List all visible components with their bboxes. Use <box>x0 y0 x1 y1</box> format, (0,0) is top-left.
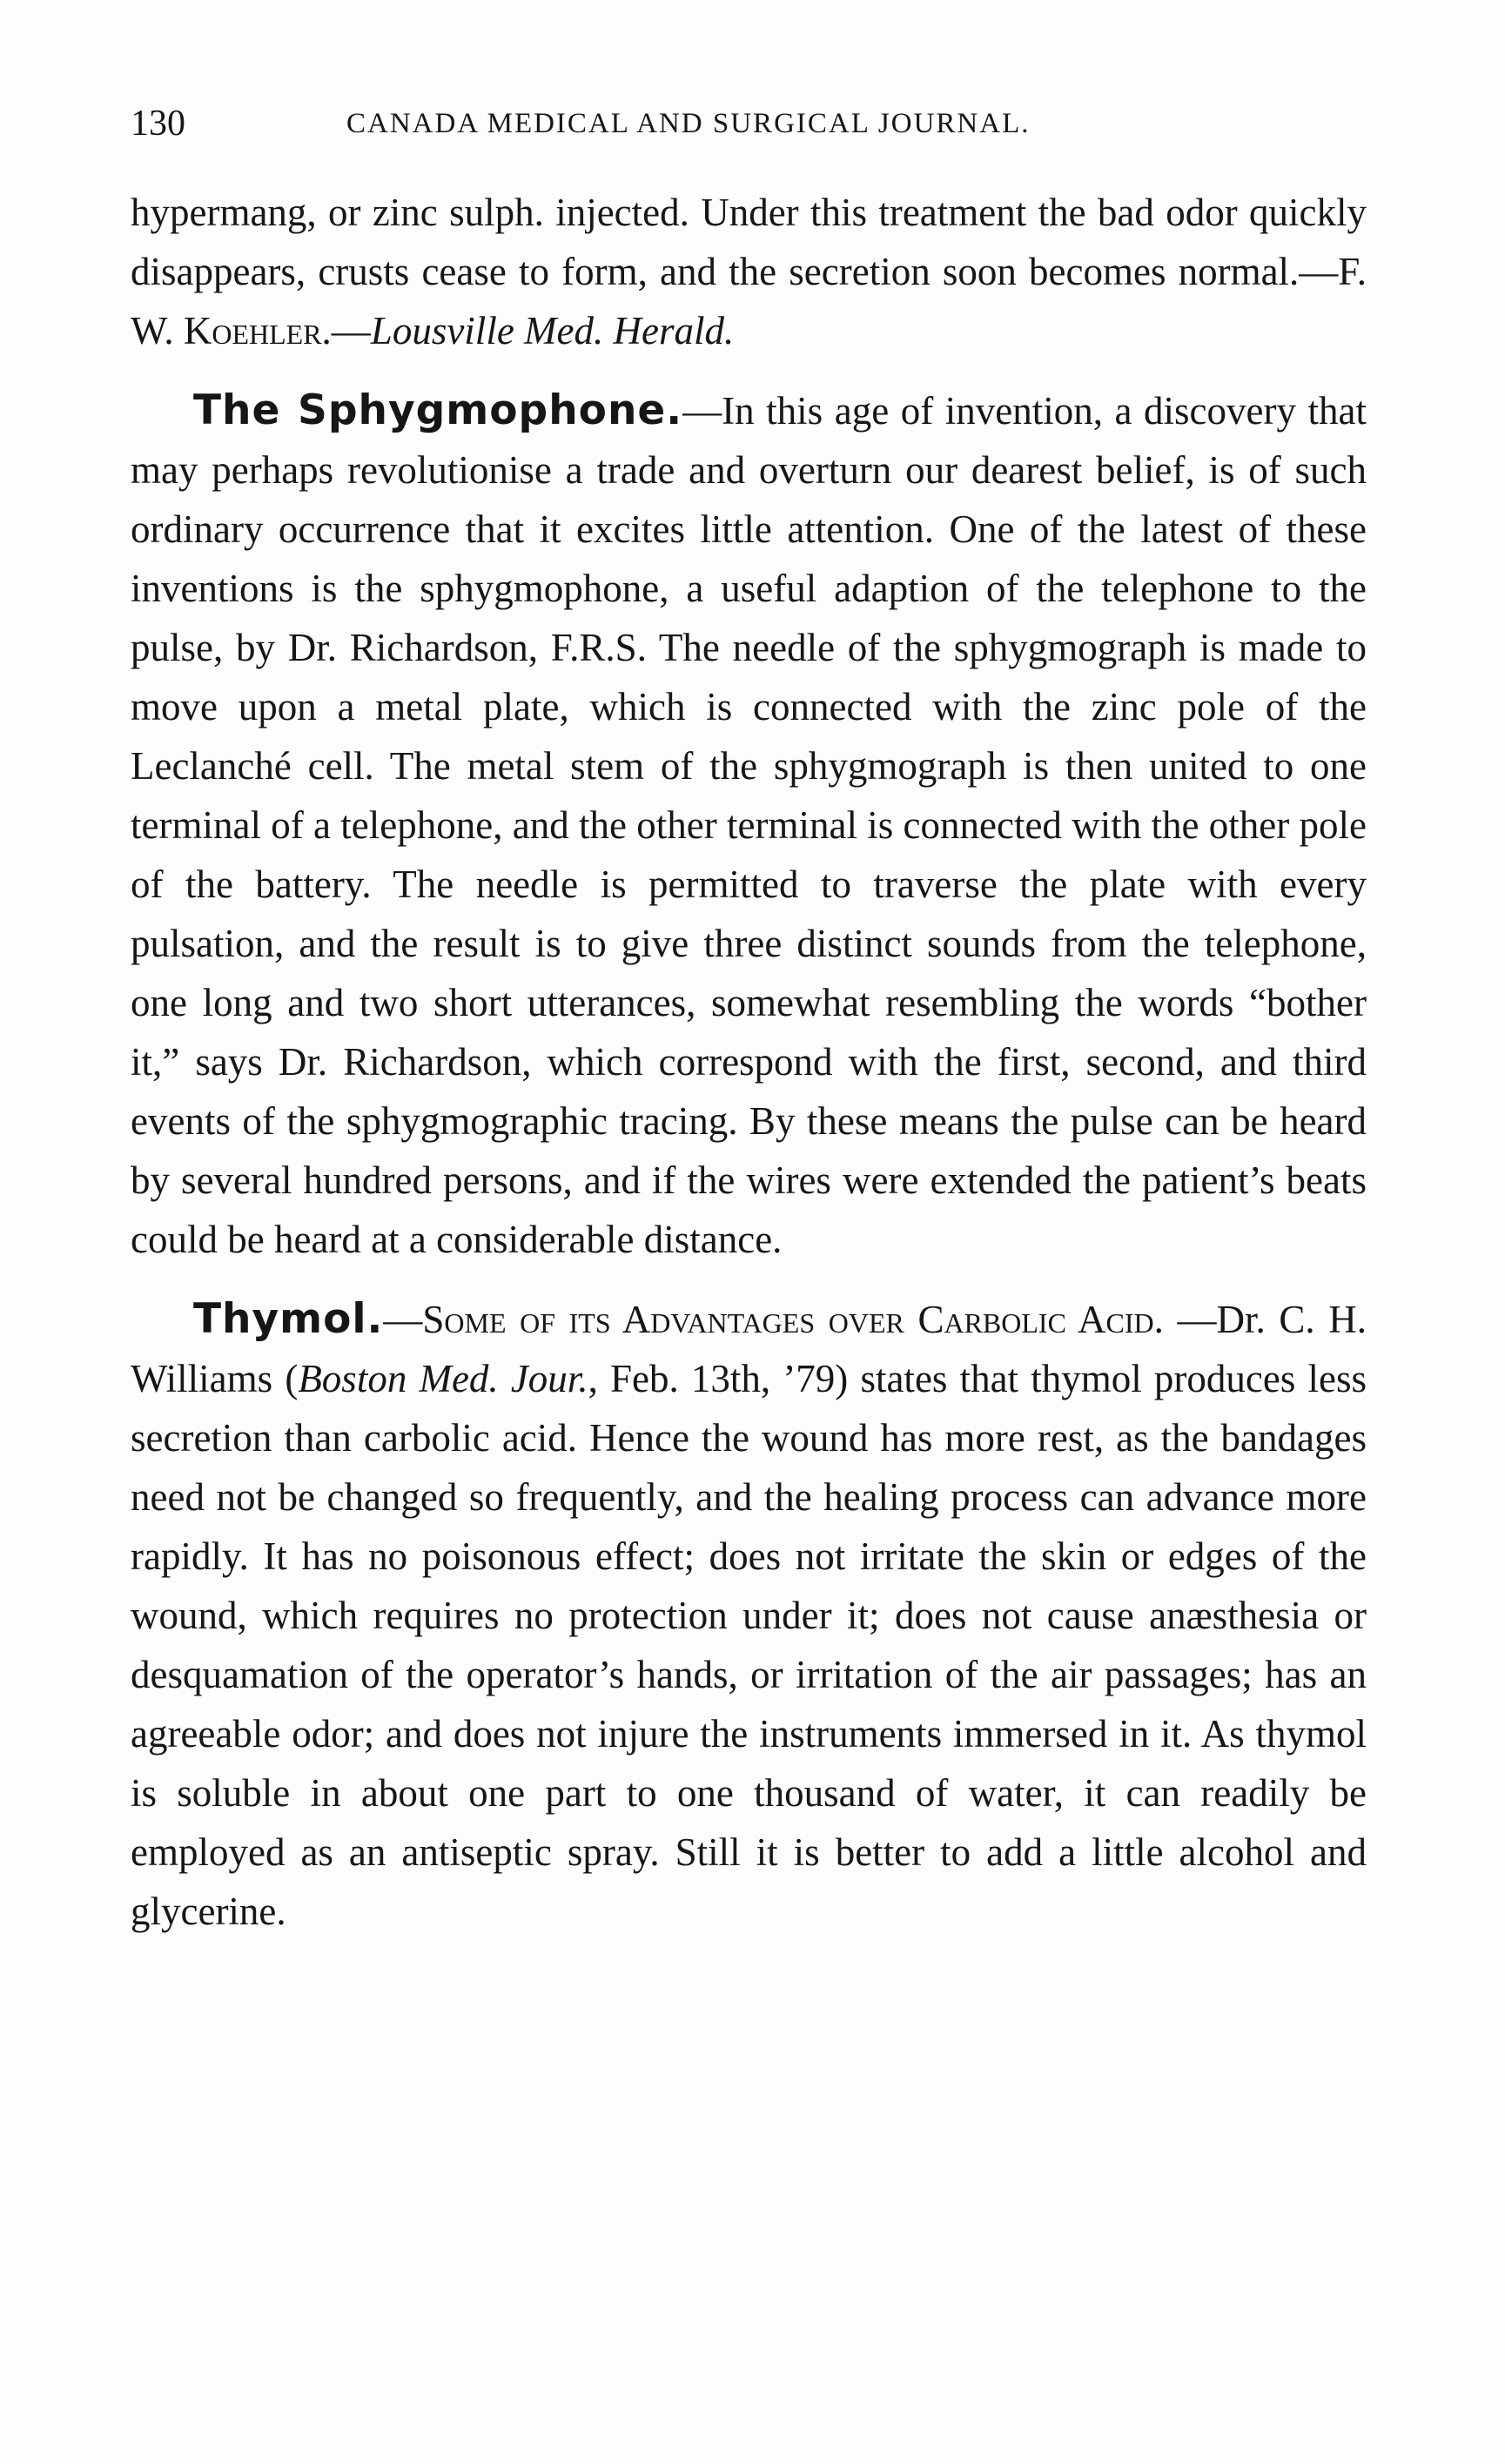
page-number: 130 <box>131 104 185 144</box>
paragraph-thymol <box>131 1290 1367 1941</box>
section-subtitle: —Some of its Advantages over Carbolic Acid. <box>383 1298 1164 1341</box>
paragraph-koehler-excerpt <box>131 183 1367 360</box>
paragraph-text: —In this age of invention, a discovery that may perhaps revolutionise a trade and overturn our dearest belief, is of such ordinary occurrence that it excites little attention. One of the latest of these inventions is the sphygmophone, a useful adaption of the telephone to the pulse, by Dr. Richardson, F.R.S. The needle of the sphygmograph is made to move upon a metal plate, which is connected with the zinc pole of the Leclanché cell. The metal stem of the sphygmograph is then united to one terminal of a telephone, and the other terminal is connected with the other pole of the battery. The needle is permitted to traverse the plate with every pulsation, and the result is to give three distinct sounds from the telephone, one long and two short utterances, somewhat resembling the words “bother it,” says Dr. Richardson, which correspond with the first, second, and third events of the sphygmographic tracing. By these means the pulse can be heard by several hundred persons, and if the wires were extended the patient’s beats could be heard at a considerable distance. <box>131 389 1367 1261</box>
paragraph-sphygmophone <box>131 381 1367 1269</box>
section-title-sphygmophone: The Sphygmophone. <box>193 386 683 434</box>
paragraph-text: hypermang, or zinc sulph. injected. Under this treatment the bad odor quickly disappears, crusts cease to form, and the secretion soon becomes normal.—F. W. <box>131 191 1367 352</box>
running-head: CANADA MEDICAL AND SURGICAL JOURNAL. <box>346 108 1031 139</box>
paragraph-text: —Dr. C. H. Williams ( <box>131 1298 1367 1400</box>
source-citation: Boston Med. Jour. <box>298 1357 588 1400</box>
source-citation: Lousville Med. Herald. <box>370 309 735 352</box>
dash: — <box>331 309 371 352</box>
page-header <box>131 97 1375 150</box>
article-body <box>131 183 1367 1941</box>
section-title-thymol: Thymol. <box>193 1295 384 1343</box>
paragraph-text: , Feb. 13th, ’79) states that thymol produces less secretion than carbolic acid. Hence the wound has more rest, as the bandages need not be changed so frequently, and the healing process can advance more rapidly. It has no poisonous effect; does not irritate the skin or edges of the wound, which requires no protection under it; does not cause anæsthesia or desquamation of the operator’s hands, or irritation of the air passages; has an agreeable odor; and does not injure the instruments immersed in it. As thymol is soluble in about one part to one thousand of water, it can readily be employed as an antiseptic spray. Still it is better to add a little alcohol and glycerine. <box>131 1357 1367 1933</box>
author-name: Koehler. <box>183 309 332 352</box>
